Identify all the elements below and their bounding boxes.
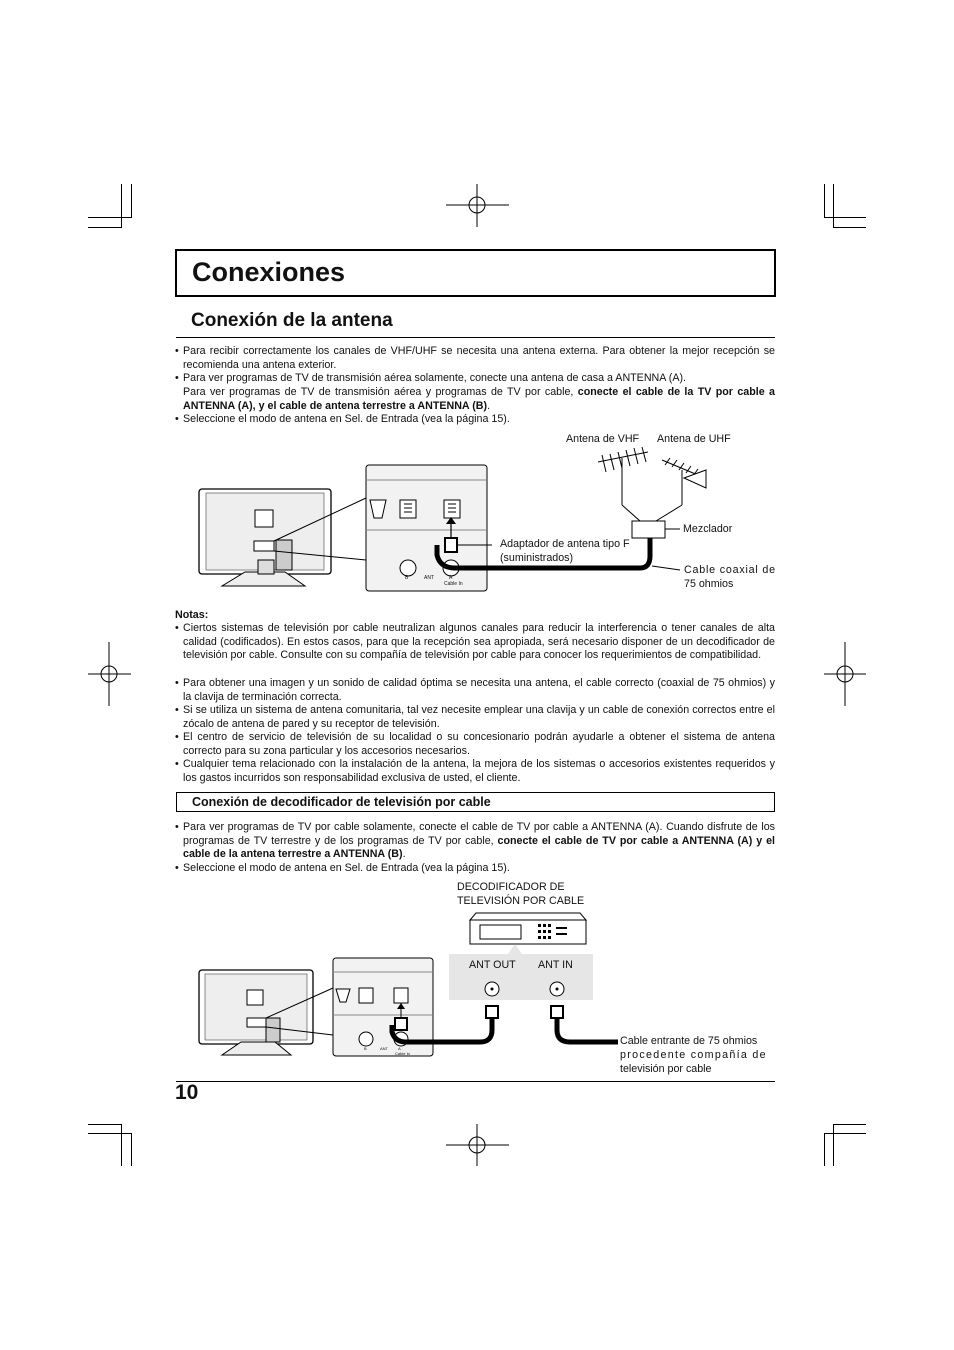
page-title: Conexiones — [192, 257, 346, 287]
decoder-label-2: TELEVISIÓN POR CABLE — [457, 895, 585, 907]
incoming-cable-label-2: procedente compañía de — [620, 1049, 767, 1061]
bullet-dot: • — [175, 758, 179, 770]
note-text: Ciertos sistemas de televisión por cable neutralizan algunos canales para reducir la interferencia o tener canales de alta calidad (codificados). En estos casos, para que la recepción sea apropiada, será necesario disponer de un decodificador de televisión por cable. Consulte con su compañía de televisión por cable para conocer los requerimientos de compatibilidad. — [183, 622, 775, 662]
incoming-cable-label: Cable entrante de 75 ohmios — [620, 1035, 758, 1047]
note-text: El centro de servicio de televisión de su localidad o su concesionario podrán ayudarle a obtener el sistema de antena correcto para su zona particular y los accesorios necesarios. — [183, 731, 775, 757]
panel-label-a: A — [398, 1046, 401, 1051]
coax-cable-label: Cable coaxial de — [684, 564, 776, 576]
note-text: Si se utiliza un sistema de antena comunitaria, tal vez necesite emplear una clavija y un cable de conexión correctos entre el zócalo de antena de pared y su receptor de televisión. — [183, 704, 775, 730]
bullet-dot: • — [175, 704, 179, 716]
note-text: Cualquier tema relacionado con la instalación de la antena, la mejora de los sistemas o accesorios existentes requeridos y los gastos incurridos son responsabilidad exclusiva de usted, el cliente. — [183, 758, 775, 784]
note-text: Para obtener una imagen y un sonido de calidad óptima se necesita una antena, el cable correcto (coaxial de 75 ohmios) y la clavija de terminación correcta. — [183, 677, 775, 703]
bullet-dot: • — [175, 413, 179, 425]
intro-bullet-text: Para recibir correctamente los canales de VHF/UHF se necesita una antena externa. Para obtener la mejor recepción se recomienda una antena exterior. — [183, 345, 775, 371]
bullet-dot: • — [175, 622, 179, 634]
panel-label-b: B — [405, 575, 409, 581]
decoder-tail: . — [402, 848, 406, 861]
panel-label-cable-in: Cable In — [395, 1051, 410, 1056]
intro-bold: conecte el cable de la TV por cable a ANTENNA (A), y el cable de antena terrestre a ANTENNA (B) — [183, 386, 776, 412]
ant-out-label: ANT OUT — [469, 959, 516, 971]
bullet-dot: • — [175, 862, 179, 874]
decoder-label: DECODIFICADOR DE — [457, 881, 565, 893]
coax-cable-label-2: 75 ohmios — [684, 578, 734, 590]
incoming-cable-label-3: televisión por cable — [620, 1063, 712, 1075]
bullet-dot: • — [175, 821, 179, 833]
panel-label-ant: ANT — [380, 1046, 388, 1051]
intro-tail: . — [487, 399, 491, 412]
tv-rear-illustration — [199, 970, 313, 1055]
decoder-bullet-text: Seleccione el modo de antena en Sel. de Entrada (vea la página 15). — [183, 862, 510, 874]
panel-label-a: A — [449, 575, 453, 581]
mixer-label: Mezclador — [683, 523, 733, 535]
intro-text: Para ver programas de TV de transmisión aérea y programas de TV por cable, — [183, 386, 578, 398]
bullet-dot: • — [175, 731, 179, 743]
panel-label-b: B — [364, 1046, 367, 1051]
uhf-antenna-label: Antena de UHF — [657, 433, 731, 445]
adapter-label-note: (suministrados) — [500, 552, 574, 564]
intro-bullet-text: Seleccione el modo de antena en Sel. de Entrada (vea la página 15). — [183, 413, 510, 425]
subsection-title: Conexión de decodificador de televisión por cable — [192, 795, 491, 809]
cable-decoder-box — [470, 913, 586, 944]
section-title: Conexión de la antena — [191, 310, 393, 331]
intro-bullet-text: Para ver programas de TV de transmisión aérea solamente, conecte una antena de casa a ANTENNA (A). — [183, 372, 686, 384]
bullet-dot: • — [175, 345, 179, 357]
page-number: 10 — [175, 1081, 199, 1104]
ant-in-label: ANT IN — [538, 959, 573, 971]
notes-title: Notas: — [175, 609, 209, 621]
bullet-dot: • — [175, 677, 179, 689]
footer-rule — [176, 1081, 775, 1082]
panel-label-cable-in: Cable In — [444, 581, 463, 587]
decoder-bold: conecte el cable de TV por cable a ANTENNA (A) y el cable de la antena terrestre a ANTENNA (B) — [183, 834, 776, 861]
decoder-text: Para ver programas de TV por cable solamente, conecte el cable de TV por cable a ANTENNA (A). Cuando disfrute de los programas de TV terrestre y de los programas de TV por cable, — [183, 821, 775, 847]
panel-label-ant: ANT — [424, 575, 434, 581]
bullet-dot: • — [175, 372, 179, 384]
adapter-label: Adaptador de antena tipo F — [500, 538, 630, 550]
vhf-antenna-label: Antena de VHF — [566, 433, 640, 445]
